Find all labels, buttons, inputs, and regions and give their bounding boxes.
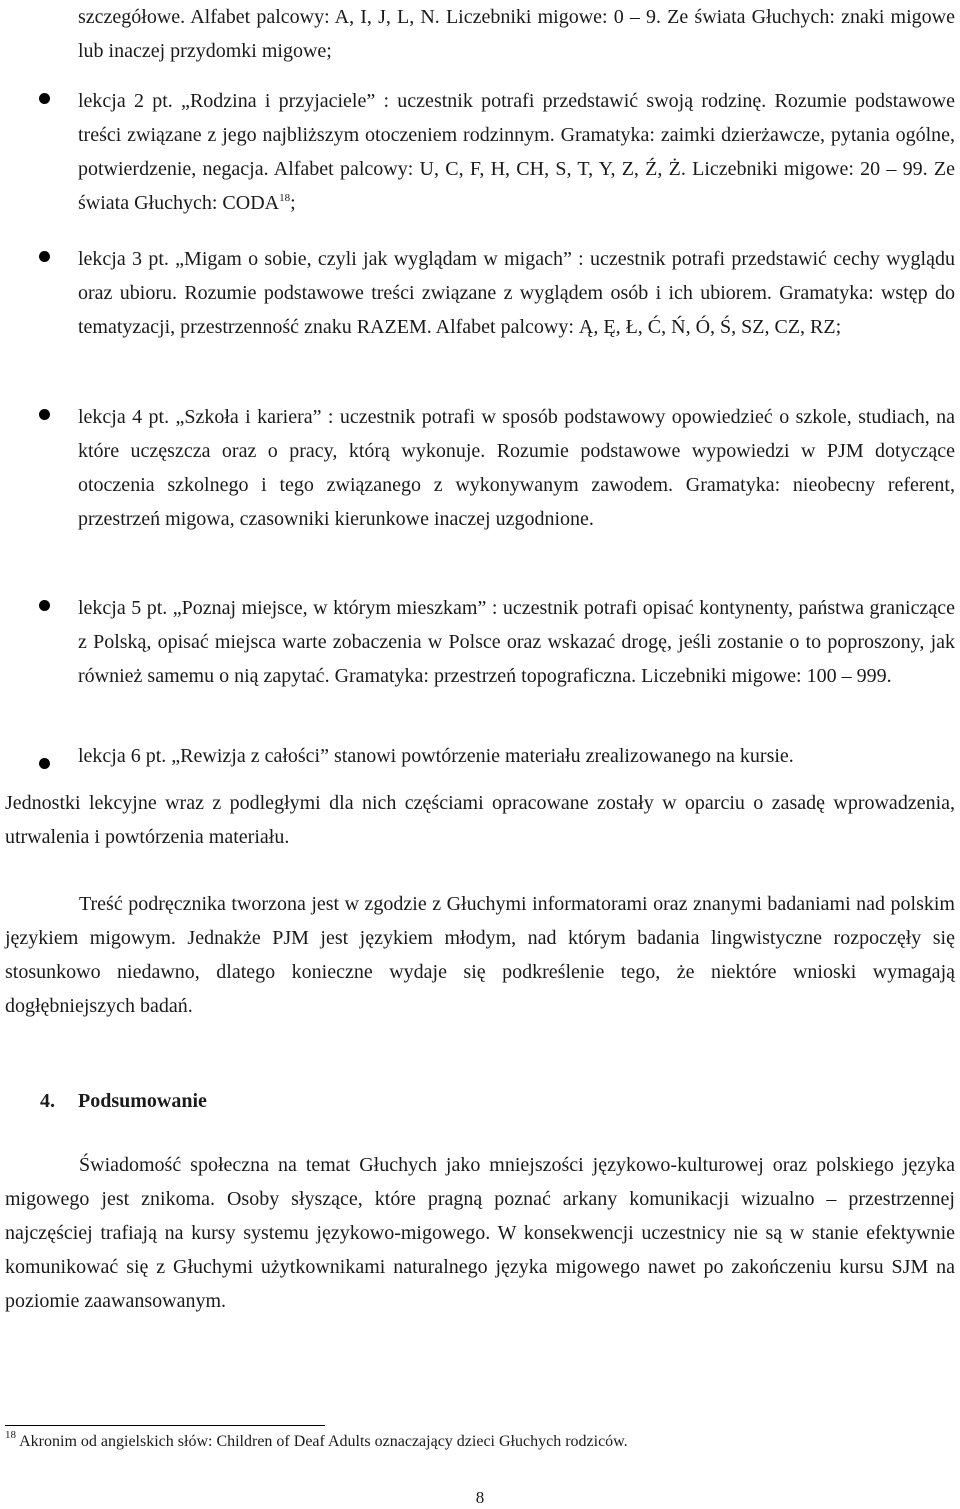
page-number: 8 (475, 1488, 485, 1507)
bullet-icon (39, 758, 50, 769)
footnote-ref[interactable]: 18 (279, 192, 291, 204)
footnote-separator (5, 1425, 325, 1426)
section-heading (40, 1084, 207, 1118)
bullet-icon (39, 251, 50, 262)
bullet-icon (39, 93, 50, 104)
lesson-6-item: lekcja 6 pt. „Rewizja z całości” stanowi powtórzenie materiału zrealizowanego na kursie. (78, 745, 794, 767)
lesson-5-item: lekcja 5 pt. „Poznaj miejsce, w którym mieszkam” : uczestnik potrafi opisać kontynenty, państwa graniczące z Polską, opisać miejsca warte zobaczenia w Polsce oraz wskazać drogę, jeśli zostanie o to poproszony, jak również samemu o nią zapytać. Gramatyka: przestrzeń topograficzna. Liczebniki migowe: 100 – 999. (78, 597, 955, 687)
lesson-3-item: lekcja 3 pt. „Migam o sobie, czyli jak wyglądam w migach” : uczestnik potrafi przedstawić cechy wyglądu oraz ubioru. Rozumie podstawowe treści związane z wyglądem osób i ich ubiorem. Gramatyka: wstęp do tematyzacji, przestrzenność znaku RAZEM. Alfabet palcowy: Ą, Ę, Ł, Ć, Ń, Ó, Ś, SZ, CZ, RZ; (78, 248, 955, 338)
bullet-icon (39, 600, 50, 611)
bullet-icon (39, 409, 50, 420)
lesson-4-item: lekcja 4 pt. „Szkoła i kariera” : uczestnik potrafi w sposób podstawowy opowiedzieć o szkole, studiach, na które uczęszcza oraz o pracy, którą wykonuje. Rozumie podstawowe wypowiedzi w PJM dotyczące otoczenia szkolnego i tego związanego z wykonywanym zawodem. Gramatyka: nieobecny referent, przestrzeń migowa, czasowniki kierunkowe inaczej uzgodnione. (78, 406, 955, 530)
footnote-number: 18 (5, 1429, 16, 1441)
section-title: Podsumowanie (78, 1090, 207, 1112)
section-number: 4. (40, 1090, 55, 1112)
content-paragraph: Treść podręcznika tworzona jest w zgodzie z Głuchymi informatorami oraz znanymi badaniami nad polskim językiem migowym. Jednakże PJM jest językiem młodym, nad którym badania lingwistyczne rozpoczęły się stosunkowo niedawno, dlatego konieczne wydaje się podkreślenie tego, że niektóre wnioski wymagają dogłębniejszych badań. (5, 893, 955, 1017)
lesson-1-continuation: szczegółowe. Alfabet palcowy: A, I, J, L, N. Liczebniki migowe: 0 – 9. Ze świata Głuchych: znaki migowe lub inaczej przydomki migowe; (78, 6, 955, 62)
lesson-2-tail: ; (290, 192, 296, 214)
summary-paragraph: Świadomość społeczna na temat Głuchych jako mniejszości językowo-kulturowej oraz polskiego języka migowego jest znikoma. Osoby słyszące, które pragną poznać arkany komunikacji wizualno – przestrzennej najczęściej trafiają na kursy systemu językowo-migowego. W konsekwencji uczestnicy nie są w stanie efektywnie komunikować się z Głuchymi użytkownikami naturalnego języka migowego nawet po zakończeniu kursu SJM na poziomie zaawansowanym. (5, 1154, 955, 1312)
lesson-2-text: lekcja 2 pt. „Rodzina i przyjaciele” : uczestnik potrafi przedstawić swoją rodzinę. Rozumie podstawowe treści związane z jego najbliższym otoczeniem rodzinnym. Gramatyka: zaimki dzierżawcze, pytania ogólne, potwierdzenie, negacja. Alfabet palcowy: U, C, F, H, CH, S, T, Y, Z, Ź, Ż. Liczebniki migowe: 20 – 99. Ze świata Głuchych: CODA (78, 90, 955, 214)
lesson-2-item (78, 84, 955, 220)
units-paragraph: Jednostki lekcyjne wraz z podległymi dla nich częściami opracowane zostały w oparciu o zasadę wprowadzenia, utrwalenia i powtórzenia materiału. (5, 792, 955, 848)
footnote (5, 1429, 955, 1455)
footnote-text: Akronim od angielskich słów: Children of Deaf Adults oznaczający dzieci Głuchych rodziców. (19, 1433, 628, 1450)
